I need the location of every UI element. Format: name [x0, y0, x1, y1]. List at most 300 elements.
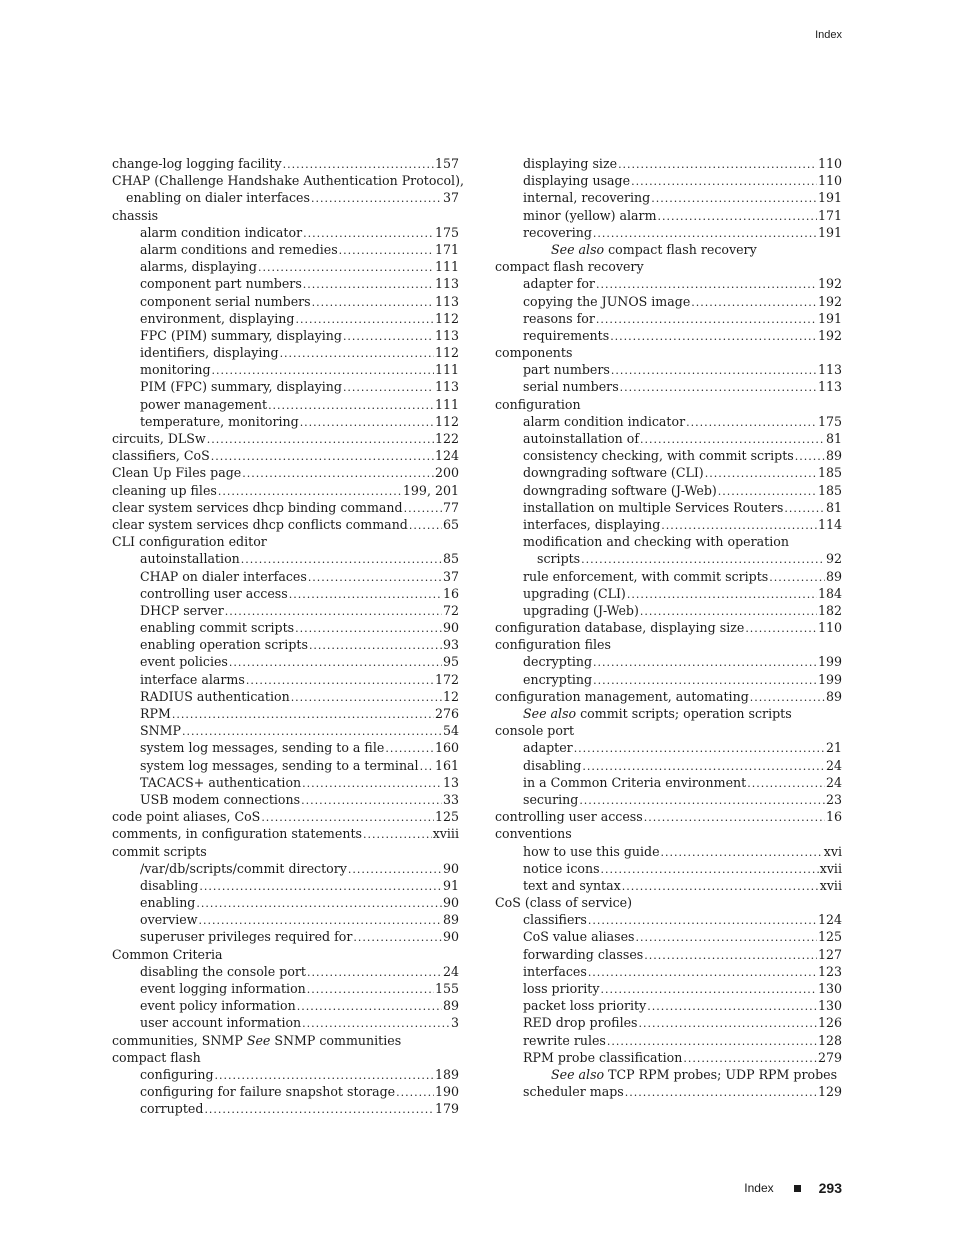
page-reference: 192 — [817, 276, 842, 292]
leader-dots — [627, 586, 817, 603]
index-entry — [495, 963, 842, 980]
page-reference: 12 — [442, 688, 459, 704]
page-reference: 124 — [817, 912, 842, 928]
page-number: 293 — [818, 1180, 842, 1196]
index-entry-text — [112, 843, 207, 860]
page-reference: 276 — [434, 706, 459, 721]
index-entry-text — [523, 705, 792, 722]
index-entry — [112, 997, 459, 1014]
index-entry — [495, 774, 842, 791]
page-reference: 85 — [442, 551, 459, 567]
leader-dots — [289, 586, 442, 603]
leader-dots — [620, 379, 817, 396]
index-entry — [112, 980, 459, 997]
index-entry — [495, 172, 842, 189]
page-reference: 3 — [450, 1015, 459, 1031]
index-term: event policies — [140, 654, 228, 670]
index-entry — [495, 207, 842, 224]
index-entry-text — [112, 447, 210, 464]
index-entry-text — [523, 653, 592, 670]
index-entry-text — [495, 344, 572, 361]
index-term: alarm condition indicator — [523, 413, 686, 429]
index-entry-text — [523, 585, 626, 602]
index-term: displaying size — [523, 156, 618, 171]
index-term: rule enforcement, with commit scripts — [523, 568, 769, 584]
leader-dots — [420, 758, 434, 775]
footer-square-icon — [794, 1185, 801, 1192]
index-entry-text — [495, 636, 611, 653]
index-entry — [112, 241, 459, 258]
index-term: autoinstallation — [140, 551, 240, 567]
index-entry — [495, 860, 842, 877]
index-term: recovering — [523, 224, 592, 240]
index-entry — [495, 413, 842, 430]
index-entry-text — [523, 1049, 682, 1066]
leader-dots — [343, 379, 434, 396]
index-entry-text — [523, 155, 617, 172]
index-entry-text — [112, 825, 362, 842]
index-entry-text — [523, 757, 581, 774]
index-entry — [112, 739, 459, 756]
page-reference: xviii — [432, 826, 459, 842]
page-reference: 89 — [442, 912, 459, 928]
page-reference: 112 — [434, 413, 459, 429]
index-term: Common Criteria — [112, 946, 223, 962]
page-reference: 185 — [817, 465, 842, 481]
index-entry — [495, 430, 842, 447]
index-term: environment, displaying — [140, 310, 295, 326]
page-reference: 21 — [825, 740, 842, 756]
index-entry-text — [140, 774, 301, 791]
index-entry — [112, 1014, 459, 1031]
index-entry — [495, 705, 842, 722]
index-term: upgrading (CLI) — [523, 585, 626, 601]
leader-dots — [661, 844, 823, 861]
leader-dots — [215, 1067, 434, 1084]
index-term: temperature, monitoring — [140, 413, 299, 429]
index-entry-text — [523, 739, 573, 756]
index-entry — [495, 946, 842, 963]
index-entry-text — [126, 189, 310, 206]
page-reference: 90 — [442, 929, 459, 945]
index-term: code point aliases, CoS — [112, 809, 261, 825]
page-reference: 157 — [434, 156, 459, 171]
page-reference: xvii — [819, 860, 842, 876]
leader-dots — [307, 964, 442, 981]
leader-dots — [658, 208, 817, 225]
index-term: configuration files — [495, 637, 611, 653]
leader-dots — [303, 276, 434, 293]
index-entry-text — [523, 1032, 606, 1049]
index-term: loss priority — [523, 981, 600, 996]
index-term: components — [495, 345, 573, 361]
leader-dots — [225, 603, 442, 620]
leader-dots — [631, 173, 817, 190]
index-term: disabling — [523, 757, 582, 773]
page-reference: 72 — [442, 602, 459, 618]
index-entry — [112, 877, 459, 894]
index-term: configuration management, automating — [495, 688, 749, 704]
index-entry-text — [523, 293, 690, 310]
index-entry — [112, 464, 459, 481]
index-entry-text — [523, 310, 595, 327]
index-entry-text — [140, 653, 228, 670]
index-entry — [495, 825, 842, 842]
page-reference: 113 — [434, 293, 459, 309]
running-header: Index — [815, 29, 842, 41]
index-entry — [112, 636, 459, 653]
index-term: event logging information — [140, 981, 306, 996]
index-entry-text — [112, 172, 464, 189]
index-entry-text — [112, 464, 241, 481]
index-entry-text — [523, 568, 768, 585]
index-term: clear system services dhcp binding command — [112, 499, 403, 515]
index-entry — [495, 241, 842, 258]
index-entry — [112, 224, 459, 241]
index-term: FPC (PIM) summary, displaying — [140, 327, 342, 343]
index-entry — [495, 1014, 842, 1031]
index-entry-text — [140, 791, 300, 808]
leader-dots — [686, 414, 817, 431]
index-term: corrupted — [140, 1101, 204, 1117]
index-entry-text — [140, 688, 290, 705]
page-reference: 191 — [817, 224, 842, 240]
index-term: SNMP — [140, 723, 182, 739]
index-entry — [495, 293, 842, 310]
leader-dots — [639, 1015, 817, 1032]
index-term: configuring — [140, 1066, 214, 1082]
index-entry — [112, 293, 459, 310]
index-entry-text — [523, 533, 789, 550]
page-reference: 171 — [434, 241, 459, 257]
leader-dots — [625, 1084, 817, 1101]
leader-dots — [302, 1015, 450, 1032]
index-entry — [495, 327, 842, 344]
leader-dots — [607, 1033, 817, 1050]
index-entry — [495, 653, 842, 670]
index-entry — [112, 378, 459, 395]
page-reference: 279 — [817, 1049, 842, 1065]
index-entry-text — [523, 430, 639, 447]
leader-dots — [182, 723, 442, 740]
index-entry-text — [523, 413, 685, 430]
index-term: upgrading (J-Web) — [523, 602, 639, 618]
page-reference: 91 — [442, 877, 459, 893]
index-term: CoS value aliases — [523, 929, 635, 945]
leader-dots — [300, 414, 434, 431]
index-term: circuits, DLSw — [112, 431, 206, 446]
index-entry-text — [112, 946, 223, 963]
see-target: TCP RPM probes; UDP RPM probes — [608, 1066, 838, 1082]
leader-dots — [229, 654, 442, 671]
index-term: controlling user access — [495, 809, 643, 825]
index-entry — [112, 172, 465, 189]
leader-dots — [268, 397, 434, 414]
index-entry-text — [140, 894, 195, 911]
index-entry-text — [523, 602, 639, 619]
index-term: scheduler maps — [523, 1084, 624, 1100]
leader-dots — [661, 517, 817, 534]
index-term: CHAP (Challenge Handshake Authentication Protocol), — [112, 173, 465, 189]
index-entry-text — [112, 482, 217, 499]
page-reference: 172 — [434, 671, 459, 687]
footer-label: Index — [744, 1181, 774, 1195]
index-entry-text — [495, 808, 643, 825]
index-entry-text — [112, 808, 260, 825]
index-term: CLI configuration editor — [112, 534, 267, 550]
page-reference: 123 — [817, 963, 842, 979]
page-reference: 161 — [434, 757, 459, 773]
index-entry-text — [140, 1100, 203, 1117]
leader-dots — [199, 912, 442, 929]
page-reference: 113 — [434, 327, 459, 343]
index-term: modification and checking with operation — [523, 534, 789, 550]
page-reference: 110 — [817, 173, 842, 189]
index-entry-text — [112, 207, 158, 224]
leader-dots — [610, 328, 817, 345]
leader-dots — [745, 620, 817, 637]
leader-dots — [385, 740, 434, 757]
index-entry — [495, 1032, 842, 1049]
leader-dots — [582, 758, 825, 775]
page-reference: 111 — [434, 396, 459, 412]
index-entry-text — [523, 275, 595, 292]
index-term: securing — [523, 791, 579, 807]
index-term: how to use this guide — [523, 843, 660, 859]
leader-dots — [640, 431, 825, 448]
page-reference: 111 — [434, 362, 459, 378]
page-reference: 111 — [434, 259, 459, 275]
page-reference: 95 — [442, 654, 459, 670]
index-entry — [495, 396, 842, 413]
index-term: interfaces, displaying — [523, 516, 661, 532]
index-entry — [112, 894, 459, 911]
leader-dots — [404, 500, 442, 517]
index-entry — [112, 774, 459, 791]
index-term: enabling commit scripts — [140, 620, 295, 636]
page-reference: 155 — [434, 981, 459, 996]
leader-dots — [212, 362, 434, 379]
leader-dots — [784, 500, 825, 517]
index-term: enabling — [140, 895, 196, 911]
index-entry-text — [495, 894, 632, 911]
leader-dots — [309, 637, 442, 654]
index-entry-text — [140, 602, 224, 619]
index-entry — [112, 928, 459, 945]
leader-dots — [308, 569, 442, 586]
leader-dots — [574, 740, 825, 757]
index-entry-text — [523, 447, 794, 464]
page-reference: 37 — [442, 568, 459, 584]
index-term: clear system services dhcp conflicts command — [112, 516, 408, 532]
leader-dots — [339, 242, 434, 259]
index-term: reasons for — [523, 310, 595, 326]
index-entry — [495, 911, 842, 928]
index-term: power management — [140, 396, 268, 412]
leader-dots — [683, 1050, 817, 1067]
leader-dots — [343, 328, 434, 345]
index-term: configuration database, displaying size — [495, 620, 745, 636]
index-entry — [112, 688, 459, 705]
index-entry — [495, 533, 842, 550]
page-reference: 199, 201 — [402, 482, 459, 498]
index-entry-text — [140, 963, 306, 980]
index-entry — [495, 688, 842, 705]
index-term: configuring for failure snapshot storage — [140, 1084, 396, 1100]
index-entry-text — [551, 1066, 837, 1083]
index-term: consistency checking, with commit scripts — [523, 448, 794, 464]
index-entry-text — [140, 413, 299, 430]
index-entry — [112, 963, 459, 980]
leader-dots — [795, 448, 825, 465]
index-entry-text — [140, 310, 294, 327]
page-reference: 81 — [825, 499, 842, 515]
index-entry — [495, 997, 842, 1014]
index-term: event policy information — [140, 998, 296, 1014]
index-entry-text — [140, 258, 257, 275]
index-entry — [495, 189, 842, 206]
index-term: disabling — [140, 877, 199, 893]
index-term: alarms, displaying — [140, 259, 257, 275]
index-entry-text — [140, 705, 171, 722]
page-reference: 199 — [817, 654, 842, 670]
index-entry — [495, 155, 842, 172]
index-entry — [112, 413, 459, 430]
leader-dots — [593, 654, 817, 671]
leader-dots — [581, 551, 825, 568]
index-entry-text — [140, 224, 302, 241]
page-reference: 113 — [817, 379, 842, 395]
index-entry-text — [140, 568, 307, 585]
index-entry — [495, 808, 842, 825]
page-reference: 130 — [817, 981, 842, 996]
page-reference: 171 — [817, 207, 842, 223]
index-entry — [112, 843, 459, 860]
leader-dots — [601, 861, 819, 878]
page-reference: 16 — [442, 585, 459, 601]
index-term: copying the JUNOS image — [523, 293, 691, 309]
leader-dots — [396, 1084, 434, 1101]
index-term: disabling the console port — [140, 963, 306, 979]
index-entry — [495, 258, 842, 275]
index-entry — [112, 482, 459, 499]
index-term: user account information — [140, 1015, 302, 1031]
leader-dots — [750, 689, 825, 706]
page-reference: 89 — [825, 568, 842, 584]
page-reference: 90 — [442, 895, 459, 911]
index-entry-text — [523, 791, 578, 808]
index-term: alarm condition indicator — [140, 224, 303, 240]
index-entry-text — [495, 396, 581, 413]
index-entry-text — [523, 327, 609, 344]
index-entry — [495, 482, 842, 499]
index-term: internal, recovering — [523, 190, 651, 206]
index-entry — [112, 344, 459, 361]
index-entry — [112, 533, 459, 550]
leader-dots — [596, 276, 817, 293]
page-reference: 126 — [817, 1015, 842, 1031]
leader-dots — [409, 517, 442, 534]
index-term: monitoring — [140, 362, 211, 378]
index-term: CoS (class of service) — [495, 895, 633, 911]
index-term: Clean Up Files page — [112, 465, 242, 481]
index-entry — [112, 757, 459, 774]
see-reference: See also — [551, 1066, 605, 1082]
index-entry — [112, 327, 459, 344]
leader-dots — [348, 861, 442, 878]
index-entry-text — [523, 946, 643, 963]
leader-dots — [297, 998, 442, 1015]
index-term: RED drop profiles — [523, 1015, 638, 1031]
index-entry-text — [112, 499, 403, 516]
index-entry — [495, 275, 842, 292]
page-reference: 192 — [817, 293, 842, 309]
index-entry-text — [523, 877, 621, 894]
index-entry-text — [495, 619, 744, 636]
index-term: compact flash — [112, 1049, 201, 1065]
index-entry-text — [140, 671, 245, 688]
index-entry — [112, 791, 459, 808]
index-entry-text — [523, 361, 610, 378]
leader-dots — [636, 929, 817, 946]
index-entry — [112, 671, 459, 688]
index-entry — [112, 550, 459, 567]
leader-dots — [596, 311, 817, 328]
page-reference: 110 — [817, 620, 842, 636]
leader-dots — [242, 465, 434, 482]
leader-dots — [647, 998, 817, 1015]
leader-dots — [283, 156, 434, 173]
leader-dots — [302, 775, 442, 792]
page-reference: 182 — [817, 602, 842, 618]
leader-dots — [301, 792, 442, 809]
see-target: SNMP communities — [274, 1032, 402, 1048]
page-reference: 54 — [442, 723, 459, 739]
index-term: interface alarms — [140, 671, 245, 687]
leader-dots — [246, 672, 434, 689]
index-entry — [112, 1032, 459, 1049]
index-term: part numbers — [523, 362, 610, 378]
index-term: packet loss priority — [523, 998, 647, 1014]
index-entry-text — [140, 585, 288, 602]
page-reference: 93 — [442, 637, 459, 653]
index-term: superuser privileges required for — [140, 929, 353, 945]
index-term: notice icons — [523, 860, 600, 876]
index-entry — [495, 310, 842, 327]
index-entry — [495, 550, 842, 567]
page-reference: 89 — [825, 448, 842, 464]
index-entry-text — [523, 1014, 638, 1031]
index-entry-text — [495, 688, 749, 705]
index-term: TACACS+ authentication — [140, 774, 302, 790]
index-entry — [495, 516, 842, 533]
page-reference: xvii — [819, 877, 842, 893]
index-term: USB modem connections — [140, 791, 301, 807]
index-entry — [495, 602, 842, 619]
index-term: enabling operation scripts — [140, 637, 308, 653]
index-entry — [112, 808, 459, 825]
index-entry — [112, 653, 459, 670]
index-entry — [112, 258, 459, 275]
leader-dots — [172, 706, 434, 723]
leader-dots — [611, 362, 817, 379]
index-entry-text — [523, 1083, 624, 1100]
index-term: cleaning up files — [112, 482, 217, 498]
page-reference: 128 — [817, 1032, 842, 1048]
leader-dots — [622, 878, 819, 895]
index-entry — [495, 791, 842, 808]
index-entry — [495, 464, 842, 481]
